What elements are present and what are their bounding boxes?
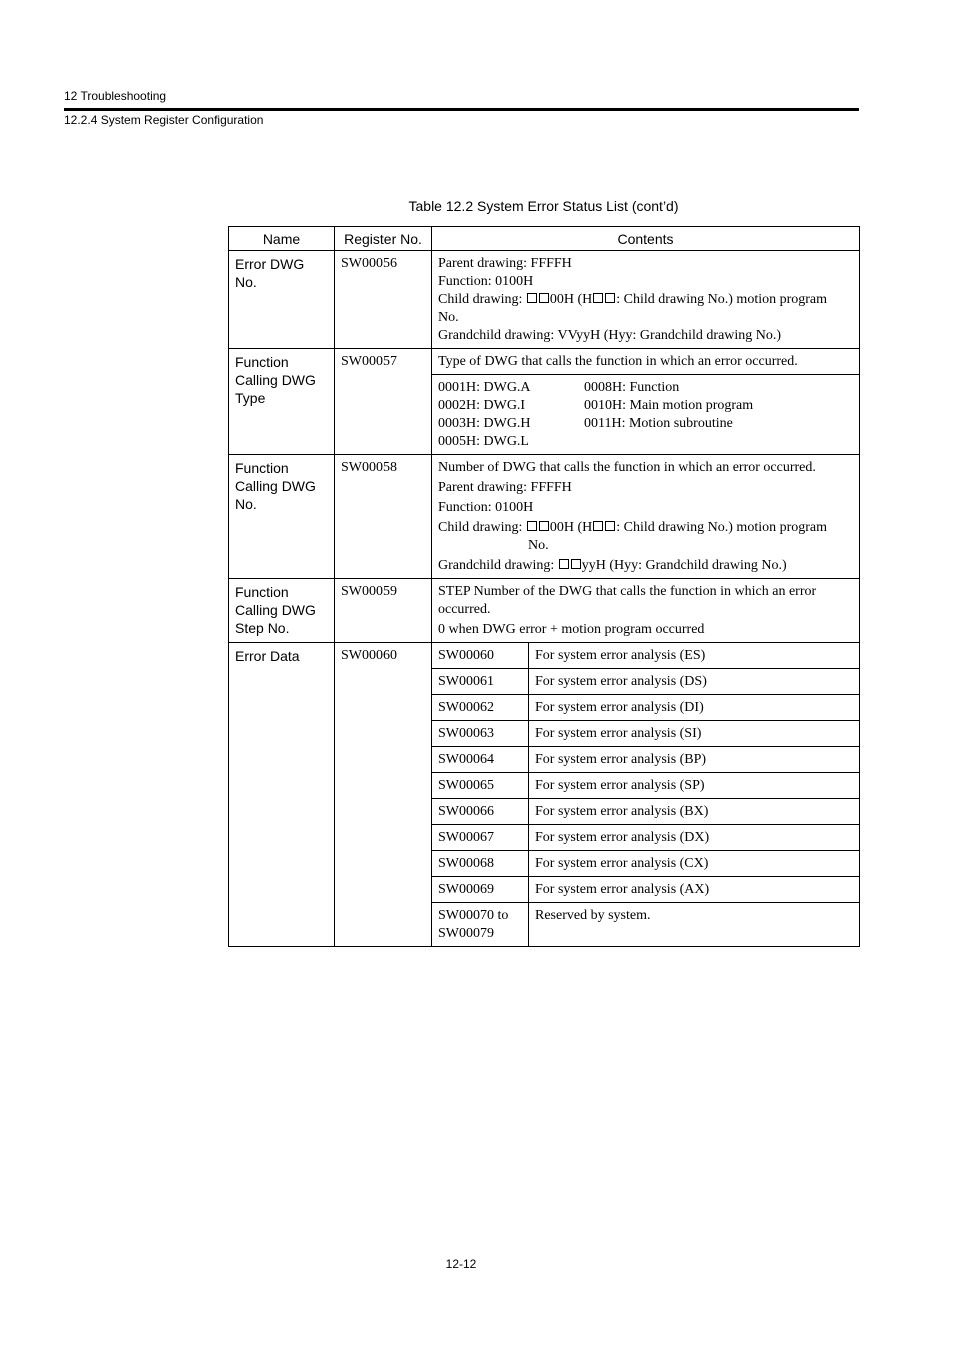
placeholder-box-icon: [593, 521, 603, 531]
sub-register: SW00064: [432, 747, 529, 773]
content-line: No.: [528, 538, 549, 553]
sub-description: For system error analysis (ES): [529, 643, 860, 669]
placeholder-box-icon: [539, 521, 549, 531]
row-register: SW00056: [335, 251, 432, 349]
dwg-type-code: 0003H: DWG.H: [438, 416, 531, 431]
table-row: [229, 643, 860, 669]
content-line: Number of DWG that calls the function in which an error occurred.: [438, 460, 816, 475]
row-register: SW00057: [335, 349, 432, 455]
content-text: yyH (Hyy: Grandchild drawing No.): [581, 558, 787, 573]
content-text: Child drawing:: [438, 292, 526, 307]
sub-register: SW00060: [432, 643, 529, 669]
sub-register: [432, 903, 529, 947]
placeholder-box-icon: [605, 293, 615, 303]
sub-register: SW00065: [432, 773, 529, 799]
placeholder-box-icon: [539, 293, 549, 303]
row-name-error-dwg-no: Error DWG No.: [229, 251, 335, 349]
sub-description: For system error analysis (CX): [529, 851, 860, 877]
content-line: [438, 291, 853, 309]
content-text: Grandchild drawing:: [438, 558, 558, 573]
content-line: No.: [438, 310, 459, 325]
dwg-type-column-left: [438, 379, 584, 451]
table-row: [229, 251, 860, 349]
content-text: Child drawing:: [438, 520, 526, 535]
content-line: Function: 0100H: [438, 274, 534, 289]
header-rule: [64, 108, 859, 111]
sub-register: SW00066: [432, 799, 529, 825]
table-caption: Table 12.2 System Error Status List (cont’d): [408, 198, 679, 214]
content-line: Parent drawing: FFFFH: [438, 256, 572, 271]
content-line: occurred.: [438, 602, 491, 617]
row-name-error-data: Error Data: [229, 643, 335, 947]
dwg-type-code: 0002H: DWG.I: [438, 398, 526, 413]
sub-description: For system error analysis (DI): [529, 695, 860, 721]
sub-register-line: SW00070 to: [438, 908, 509, 923]
placeholder-box-icon: [527, 293, 537, 303]
sub-register: SW00063: [432, 721, 529, 747]
sub-register: SW00069: [432, 877, 529, 903]
placeholder-box-icon: [605, 521, 615, 531]
sub-description: Reserved by system.: [529, 903, 860, 947]
sub-description: For system error analysis (AX): [529, 877, 860, 903]
page-number: 12-12: [445, 1257, 477, 1271]
content-text: : Child drawing No.) motion program: [616, 520, 828, 535]
row-name-function-calling-dwg-step-no: Function Calling DWG Step No.: [229, 579, 335, 643]
row-contents: Type of DWG that calls the function in which an error occurred.: [432, 349, 860, 375]
row-contents: [432, 455, 860, 579]
table-row: [229, 455, 860, 579]
content-line: 0 when DWG error + motion program occurred: [438, 622, 705, 637]
section-heading: 12.2.4 System Register Configuration: [64, 113, 264, 127]
sub-description: For system error analysis (BP): [529, 747, 860, 773]
dwg-type-code: 0008H: Function: [584, 380, 680, 395]
placeholder-box-icon: [571, 559, 581, 569]
header-name: Name: [229, 227, 335, 251]
placeholder-box-icon: [593, 293, 603, 303]
dwg-type-code: 0001H: DWG.A: [438, 380, 531, 395]
dwg-type-codes: [432, 375, 860, 455]
header-register-no: Register No.: [335, 227, 432, 251]
system-error-status-table: [228, 226, 860, 947]
sub-description: For system error analysis (SP): [529, 773, 860, 799]
sub-description: For system error analysis (BX): [529, 799, 860, 825]
placeholder-box-icon: [559, 559, 569, 569]
sub-register-line: SW00079: [438, 926, 494, 941]
dwg-type-columns: [438, 379, 853, 451]
row-register: SW00059: [335, 579, 432, 643]
row-contents: [432, 251, 860, 349]
table-row: [229, 349, 860, 375]
placeholder-box-icon: [527, 521, 537, 531]
content-line: [438, 519, 853, 537]
content-line: [438, 557, 853, 575]
content-text: : Child drawing No.) motion program: [616, 292, 828, 307]
table-header-row: [229, 227, 860, 251]
sub-description: For system error analysis (DX): [529, 825, 860, 851]
sub-register: SW00068: [432, 851, 529, 877]
header-contents: Contents: [432, 227, 860, 251]
sub-register: SW00061: [432, 669, 529, 695]
dwg-type-code: 0005H: DWG.L: [438, 434, 529, 449]
row-register: SW00058: [335, 455, 432, 579]
content-line: Parent drawing: FFFFH: [438, 480, 572, 495]
content-text: 00H (H: [549, 520, 593, 535]
row-name-function-calling-dwg-type: Function Calling DWG Type: [229, 349, 335, 455]
content-line: Grandchild drawing: VVyyH (Hyy: Grandchild drawing No.): [438, 328, 782, 343]
content-line: STEP Number of the DWG that calls the function in which an error: [438, 584, 817, 599]
dwg-type-code: 0011H: Motion subroutine: [584, 416, 733, 431]
row-contents: [432, 579, 860, 643]
content-line: Function: 0100H: [438, 500, 534, 515]
dwg-type-column-right: [584, 379, 753, 451]
row-name-function-calling-dwg-no: Function Calling DWG No.: [229, 455, 335, 579]
sub-description: For system error analysis (DS): [529, 669, 860, 695]
table-row: [229, 579, 860, 643]
row-register: SW00060: [335, 643, 432, 947]
dwg-type-code: 0010H: Main motion program: [584, 398, 754, 413]
sub-description: For system error analysis (SI): [529, 721, 860, 747]
chapter-heading: 12 Troubleshooting: [64, 89, 167, 103]
sub-register: SW00067: [432, 825, 529, 851]
sub-register: SW00062: [432, 695, 529, 721]
content-text: 00H (H: [549, 292, 593, 307]
